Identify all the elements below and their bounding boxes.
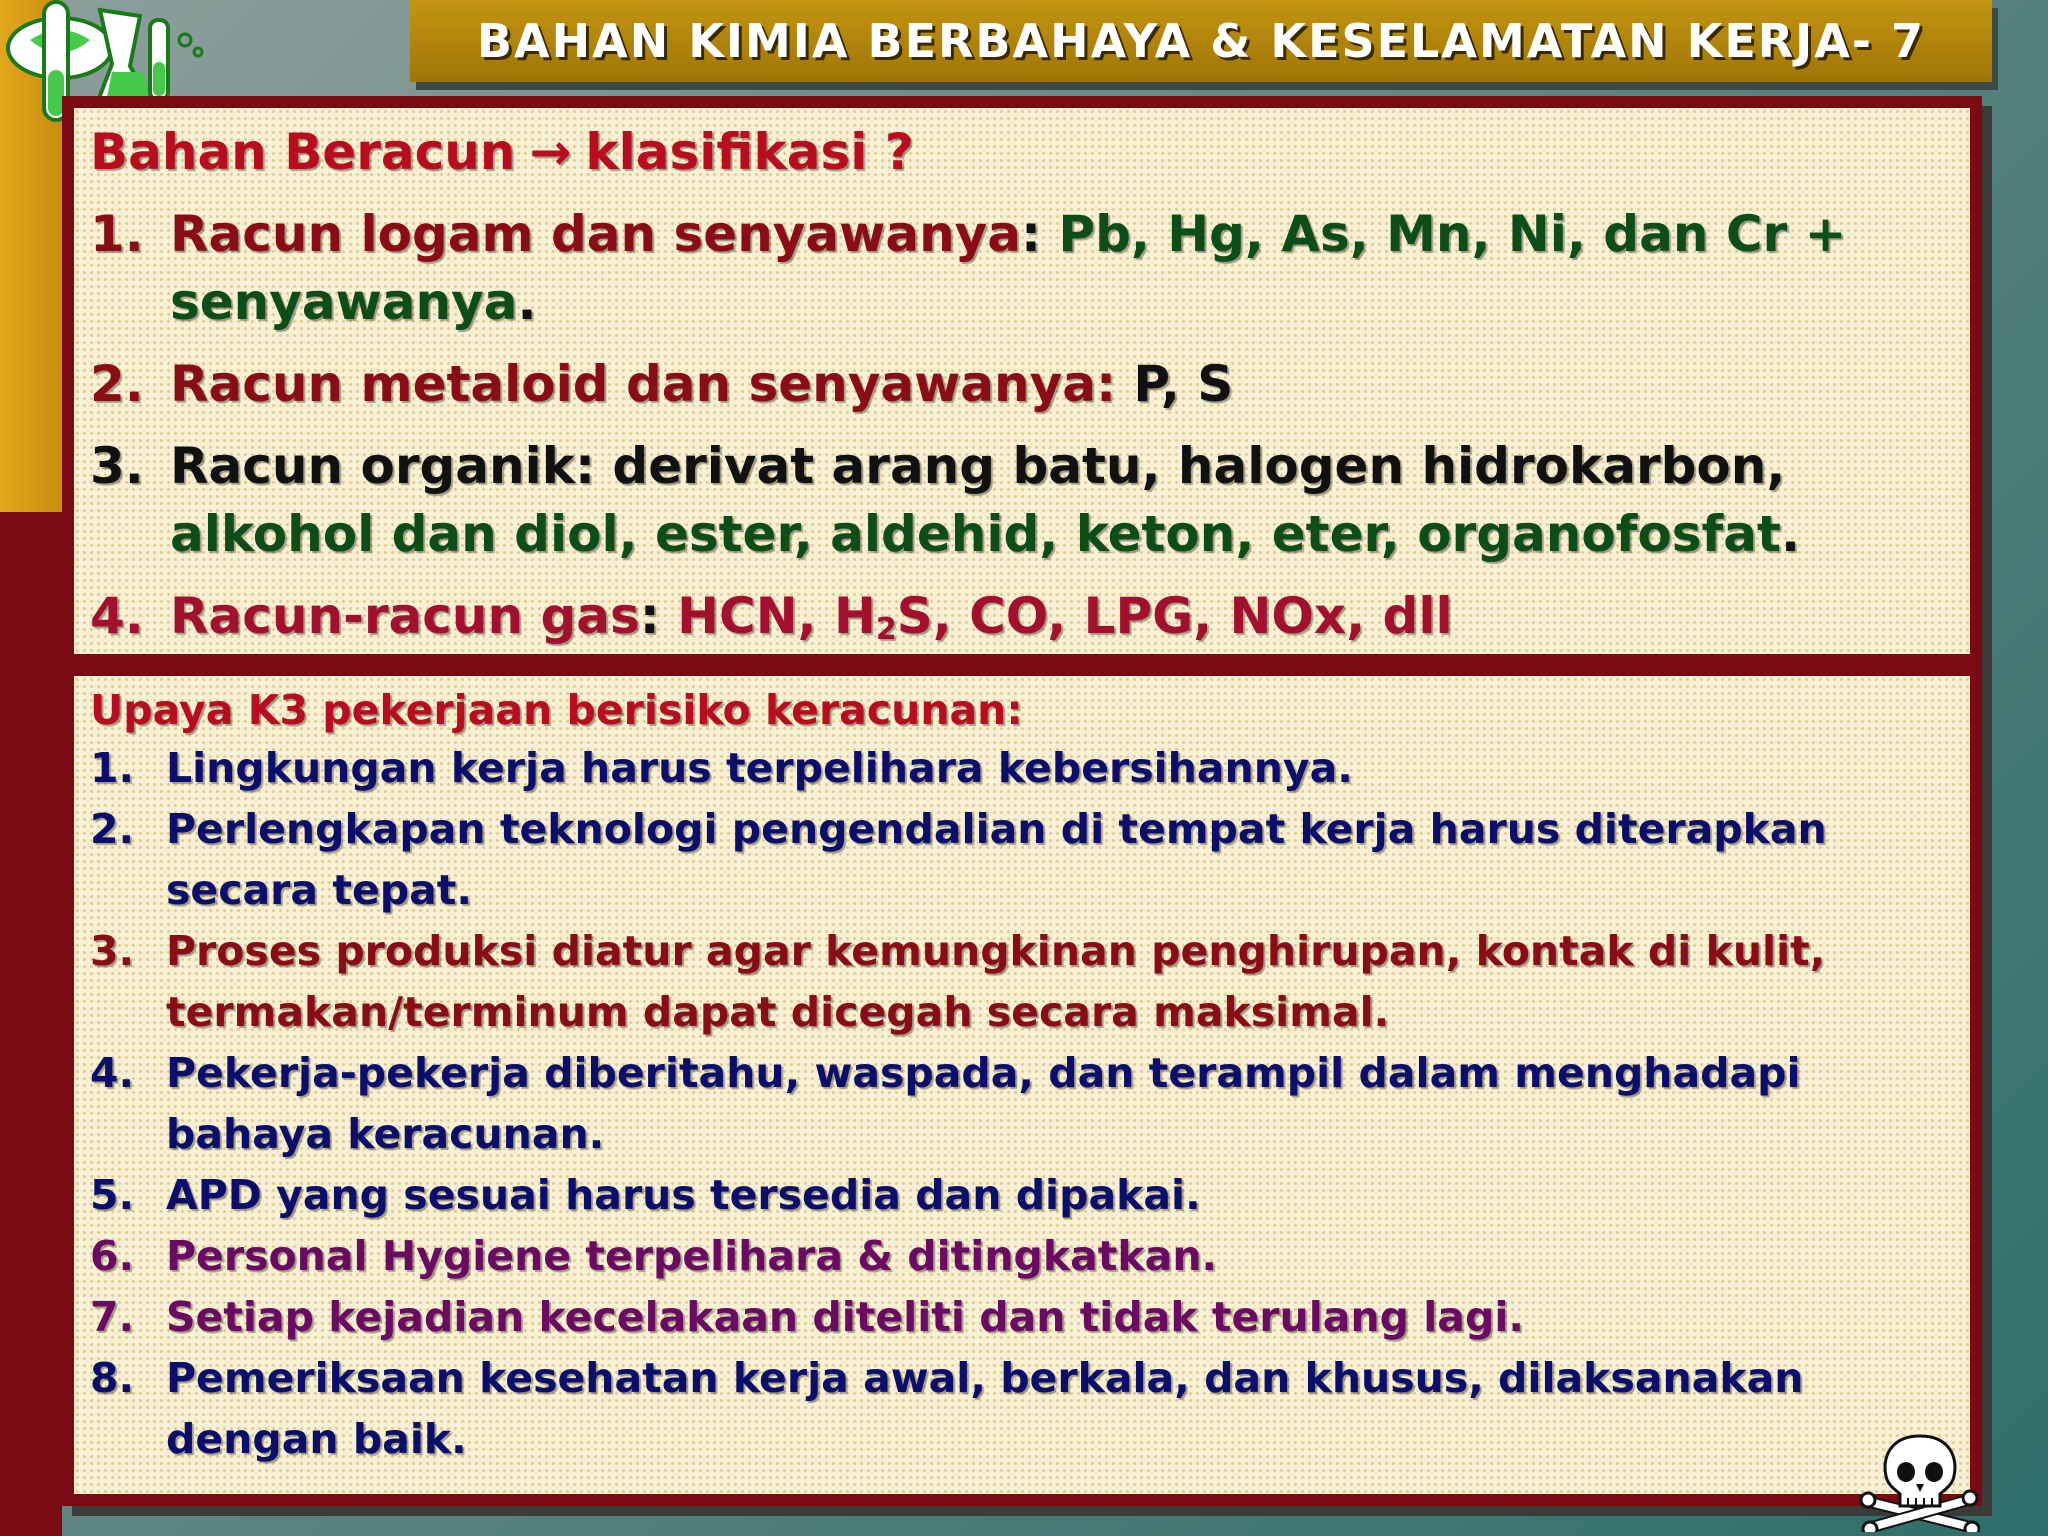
heading-right: klasifikasi ? (585, 123, 914, 181)
item-number: 8. (90, 1354, 135, 1402)
item-text: Pekerja-pekerja diberitahu, waspada, dan terampil dalam menghadapi bahaya keracunan. (166, 1049, 1801, 1158)
item-body (170, 582, 1954, 650)
item-text: Lingkungan kerja harus terpelihara kebersihannya. (166, 744, 1353, 792)
item-detail: P, S (1115, 355, 1234, 413)
item-end: . (1780, 505, 1800, 563)
list-item (90, 1043, 1954, 1165)
title-bar (410, 0, 1992, 82)
list-item (90, 582, 1954, 650)
left-maroon-strip (0, 512, 62, 1536)
list-item (90, 799, 1954, 921)
item-detail: alkohol dan diol, ester, aldehid, keton, eter, organofosfat (170, 505, 1781, 563)
item-body (170, 200, 1954, 336)
item-text: Setiap kejadian kecelakaan diteliti dan tidak terulang lagi. (166, 1293, 1524, 1341)
item-number: 6. (90, 1232, 135, 1280)
item-number: 1. (90, 744, 135, 792)
list-item (90, 1348, 1954, 1470)
item-separator: : (1021, 205, 1042, 263)
item-separator: : (639, 587, 660, 645)
item-number: 3. (90, 927, 135, 975)
classification-panel (62, 96, 1982, 666)
item-detail: Pb, Hg, As, Mn, Ni, dan Cr + senyawanya (170, 205, 1847, 331)
item-text: Perlengkapan teknologi pengendalian di tempat kerja harus diterapkan secara tepat. (166, 805, 1827, 914)
item-number: 7. (90, 1293, 135, 1341)
arrow-right-icon: → (529, 123, 572, 181)
k3-list (90, 738, 1954, 1470)
k3-effort-panel (62, 664, 1982, 1506)
list-item (90, 200, 1954, 336)
k3-heading: Upaya K3 pekerjaan berisiko keracunan: (90, 686, 1023, 734)
item-subscript: 2 (875, 612, 897, 647)
item-end: . (517, 273, 537, 331)
item-detail-rest: S, CO, LPG, NOx, dll (896, 587, 1453, 645)
list-item (90, 738, 1954, 799)
classification-list (90, 200, 1954, 650)
item-text: Pemeriksaan kesehatan kerja awal, berkala, dan khusus, dilaksanakan dengan baik. (166, 1354, 1804, 1463)
list-item (90, 350, 1954, 418)
list-item (90, 921, 1954, 1043)
slide-title: BAHAN KIMIA BERBAHAYA & KESELAMATAN KERJA- 7 (476, 14, 1926, 68)
item-number: 1. (90, 205, 144, 263)
item-number: 4. (90, 587, 144, 645)
item-detail: HCN, H (659, 587, 876, 645)
list-item (90, 1287, 1954, 1348)
item-number: 4. (90, 1049, 135, 1097)
item-number: 5. (90, 1171, 135, 1219)
item-number: 2. (90, 805, 135, 853)
item-text: Personal Hygiene terpelihara & ditingkatkan. (166, 1232, 1218, 1280)
item-label: Racun logam dan senyawanya (170, 205, 1022, 263)
item-body (170, 432, 1954, 568)
item-text: Proses produksi diatur agar kemungkinan penghirupan, kontak di kulit, termakan/terminum dapat dicegah secara maksimal. (166, 927, 1826, 1036)
item-body (170, 350, 1954, 418)
list-item (90, 1165, 1954, 1226)
item-label: Racun organik: derivat arang batu, halogen hidrokarbon, (170, 437, 1786, 495)
item-number: 2. (90, 355, 144, 413)
heading-left: Bahan Beracun (90, 123, 516, 181)
item-number: 3. (90, 437, 144, 495)
skull-crossbones-icon (1860, 1432, 1980, 1532)
item-text: APD yang sesuai harus tersedia dan dipakai. (166, 1171, 1201, 1219)
list-item (90, 1226, 1954, 1287)
item-label: Racun metaloid dan senyawanya: (170, 355, 1116, 413)
list-item (90, 432, 1954, 568)
item-label: Racun-racun gas (170, 587, 640, 645)
classification-heading (90, 118, 1954, 186)
